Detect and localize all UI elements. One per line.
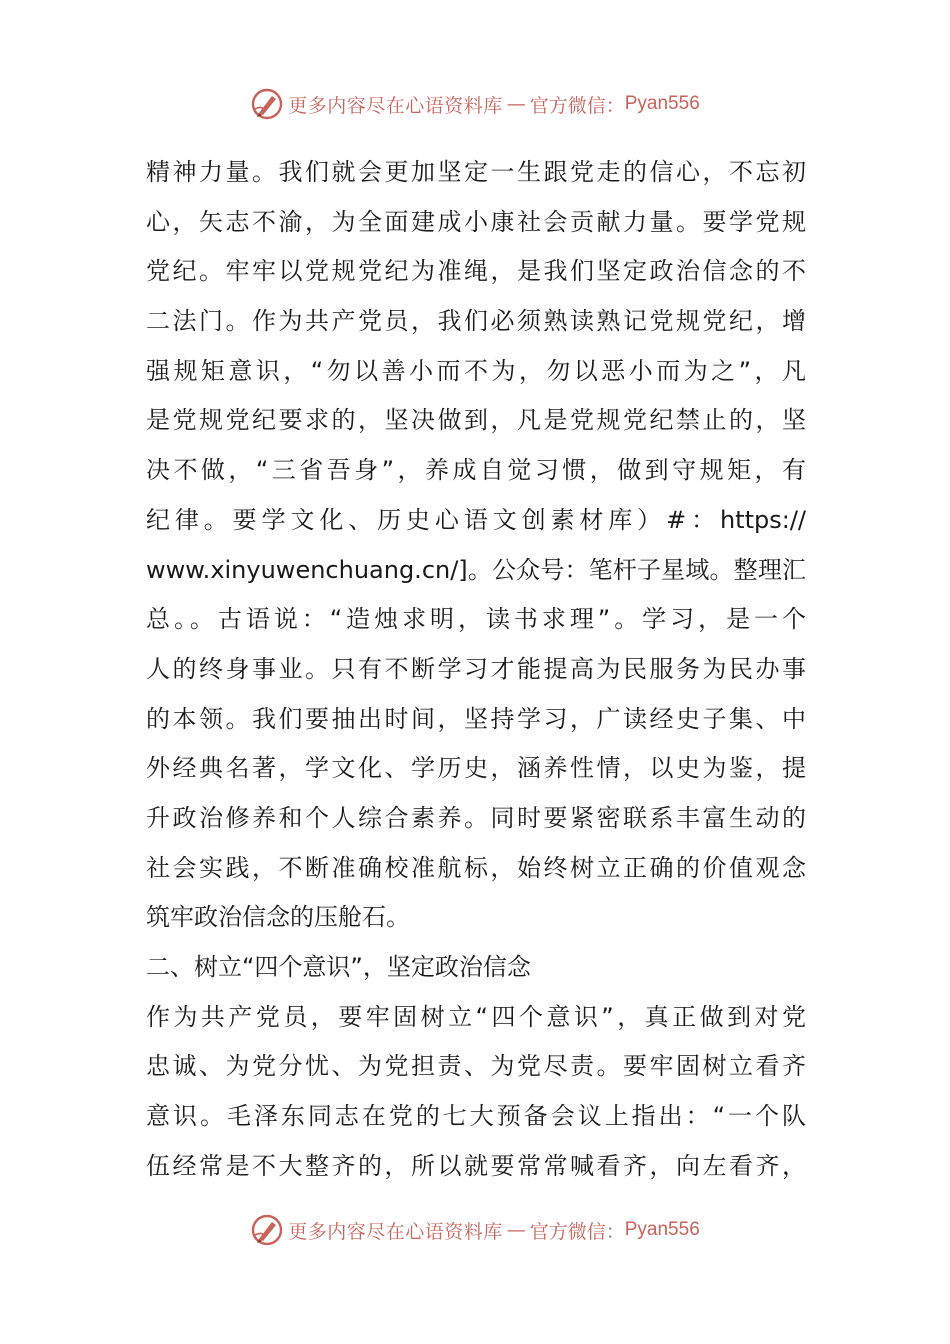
text-line: 意识。毛泽东同志在党的七大预备会议上指出：“一个队	[146, 1102, 806, 1131]
text-line: 二法门。作为共产党员，我们必须熟读熟记党规党纪，增	[146, 307, 806, 336]
banner-wechat-id: Pyan556	[624, 1219, 700, 1240]
text-line: 决不做，“三省吾身”，养成自觉习惯，做到守规矩，有	[146, 456, 806, 485]
document-body	[146, 148, 806, 1191]
text-line: 忠诚、为党分忧、为党担责、为党尽责。要牢固树立看齐	[146, 1052, 806, 1081]
footer-banner	[0, 1210, 950, 1250]
section-heading: 二、树立“四个意识”，坚定政治信念	[146, 953, 531, 981]
banner-dash: —	[506, 93, 526, 115]
text-line: 外经典名著，学文化、学历史，涵养性情，以史为鉴，提	[146, 754, 806, 783]
text-line: 精神力量。我们就会更加坚定一生跟党走的信心，不忘初	[146, 158, 806, 186]
banner-wechat-id: Pyan556	[624, 93, 700, 114]
text-line: 的本领。我们要抽出时间，坚持学习，广读经史子集、中	[146, 704, 806, 733]
text-line: 作为共产党员，要牢固树立“四个意识”，真正做到对党	[146, 1002, 806, 1031]
text-line: 伍经常是不大整齐的，所以就要常常喊看齐，向左看齐，	[146, 1151, 806, 1180]
pen-logo-icon	[250, 1213, 284, 1247]
text-line: 人的终身事业。只有不断学习才能提高为民服务为民办事	[146, 654, 806, 683]
pen-logo-icon	[250, 87, 284, 121]
text-line: 总。。古语说：“造烛求明，读书求理”。学习，是一个	[146, 605, 806, 634]
text-line: 心，矢志不渝，为全面建成小康社会贡献力量。要学党规	[146, 207, 806, 236]
text-line: 党纪。牢牢以党规党纪为准绳，是我们坚定政治信念的不	[146, 257, 806, 286]
text-line: www.xinyuwenchuang.cn/]。公众号：笔杆子星域。整理汇	[146, 555, 806, 584]
text-line: 筑牢政治信念的压舱石。	[146, 903, 410, 932]
banner-contact-label: 官方微信：	[529, 1220, 625, 1243]
banner-brand: 更多内容尽在心语资料库	[288, 94, 503, 117]
banner-brand: 更多内容尽在心语资料库	[288, 1220, 503, 1243]
text-line: 升政治修养和个人综合素养。同时要紧密联系丰富生动的	[146, 803, 806, 832]
text-line: 强规矩意识，“勿以善小而不为，勿以恶小而为之”，凡	[146, 356, 806, 385]
banner-contact-label: 官方微信：	[529, 94, 625, 117]
text-line: 是党规党纪要求的，坚决做到，凡是党规党纪禁止的，坚	[146, 406, 806, 435]
text-line: 纪律。要学文化、历史心语文创素材库）#：https://	[146, 505, 806, 534]
header-banner	[0, 84, 950, 124]
banner-dash: —	[506, 1219, 526, 1241]
text-line: 社会实践，不断准确校准航标，始终树立正确的价值观念	[146, 853, 806, 882]
